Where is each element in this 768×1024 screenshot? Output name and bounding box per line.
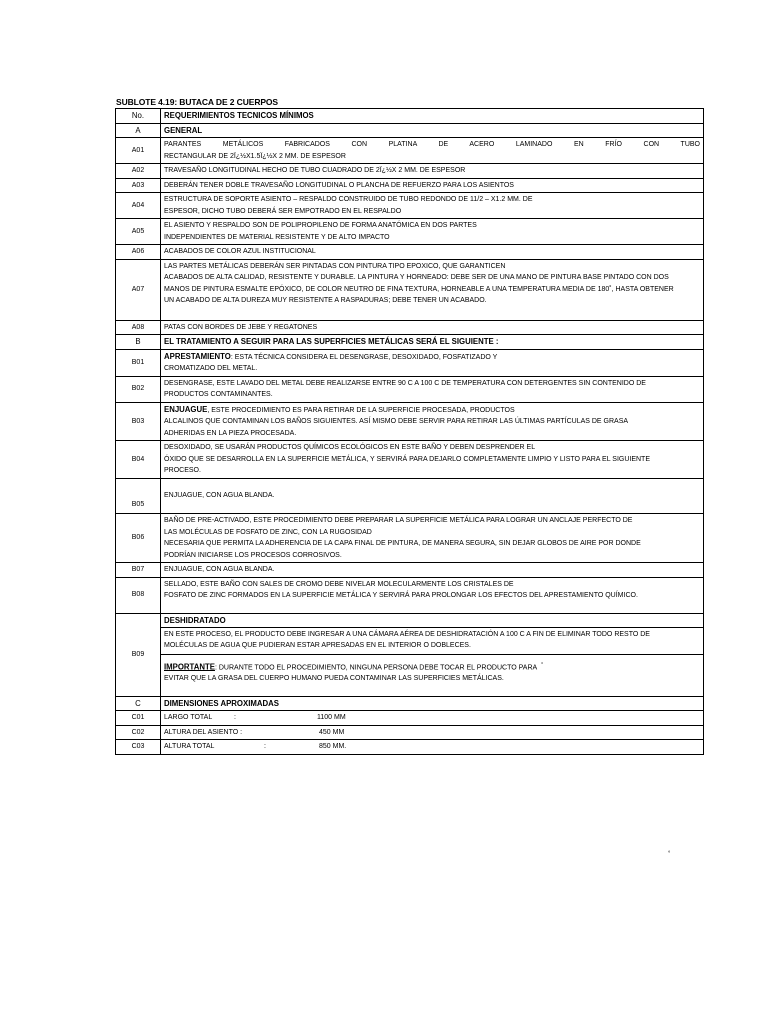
row-code: B04 [116,441,161,479]
text-line: BAÑO DE PRE-ACTIVADO, ESTE PROCEDIMIENTO DEBE PREPARAR LA SUPERFICIE METÁLICA PARA LOGRAR UN ANCLAJE PERFECTO DE [164,517,633,524]
text-line: ENJUAGUE, CON AGUA BLANDA. [164,566,275,573]
row-text [161,138,704,164]
b09-body [161,628,703,655]
text-line: ACABADOS DE COLOR AZUL INSTITUCIONAL [164,248,316,255]
spec-table [115,108,704,755]
table-row-a04 [116,193,704,219]
table-row-b01 [116,349,704,376]
header-no: No. [116,109,161,124]
text-line: ÓXIDO QUE SE DESARROLLA EN LA SUPERFICIE METÁLICA, Y SERVIRÁ PARA DEJARLO COMPLETAMENTE LIMPIO Y LISTO PARA EL SIGUIENTE [164,455,650,463]
section-code: C [116,696,161,711]
row-text [161,577,704,613]
text-line [164,351,700,364]
text-fragment: : ESTA TÉCNICA CONSIDERA EL DESENGRASE, DESOXIDADO, FOSFATIZADO Y [230,353,498,361]
text-line: PATAS CON BORDES DE JEBE Y REGATONES [164,323,318,331]
text-line: FOSFATO DE ZINC FORMADOS EN LA SUPERFICIE METÁLICA Y SERVIRÁ PARA PROLONGAR LOS EFECTOS DEL APRESTAMIENTO QUÍMICO. [164,592,638,599]
row-text [161,479,704,514]
text-line: LAS PARTES METÁLICAS DEBERÁN SER PINTADAS CON PINTURA TIPO EPOXICO, QUE GARANTICEN [164,262,506,270]
row-code: A07 [116,259,161,320]
table-row-a03 [116,178,704,193]
page-mark: ° [668,851,671,857]
table-row-b06 [116,514,704,563]
table-row-a07 [116,259,704,320]
row-text [161,259,704,320]
table-row-a05 [116,219,704,245]
row-text [161,725,704,740]
row-code: A04 [116,193,161,219]
table-row-b09 [116,613,704,696]
text-line: DESENGRASE, ESTE LAVADO DEL METAL DEBE REALIZARSE ENTRE 90 C A 100 C DE TEMPERATURA CON DETERGENTES SIN CONTENIDO DE [164,379,646,387]
section-label: EL TRATAMIENTO A SEGUIR PARA LAS SUPERFICIES METÁLICAS SERÁ EL SIGUIENTE : [161,335,704,350]
row-code: A01 [116,138,161,164]
table-row-b05 [116,479,704,514]
text-line: CROMATIZADO DEL METAL. [164,365,258,372]
table-row-c02 [116,725,704,740]
section-label: GENERAL [161,123,704,138]
text-line [164,404,700,417]
row-code: C02 [116,725,161,740]
text-line: MANOS DE PINTURA ESMALTE EPÓXICO, DE COLOR NEUTRO DE FINA TEXTURA, HORNEABLE A UNA TEMPERATURA MEDIA DE 180˚, HASTA OBTENER [164,285,674,293]
table-row-a06 [116,245,704,260]
text-line: EVITAR QUE LA GRASA DEL CUERPO HUMANO PUEDA CONTAMINAR LAS SUPERFICIES METÁLICAS. [164,675,504,683]
text-fragment: , ESTE PROCEDIMIENTO ES PARA RETIRAR DE LA SUPERFICIE PROCESADA, PRODUCTOS [207,406,515,414]
text-line: ESTRUCTURA DE SOPORTE ASIENTO – RESPALDO CONSTRUIDO DE TUBO REDONDO DE 11/2 – X1.2 MM. DE [164,196,533,203]
section-row-c [116,696,704,711]
row-code: A08 [116,320,161,335]
table-row-c03 [116,740,704,755]
row-code: B06 [116,514,161,563]
table-row-a08 [116,320,704,335]
row-code: B03 [116,402,161,441]
b09-important [161,655,703,687]
table-row-b07 [116,563,704,578]
row-code: B07 [116,563,161,578]
text-line: DESOXIDADO, SE USARÁN PRODUCTOS QUÍMICOS ECOLÓGICOS EN ESTE BAÑO Y DEBEN DESPRENDER EL [164,444,536,452]
bold-term: ENJUAGUE [164,404,208,414]
dimension-label: LARGO TOTAL [164,714,213,721]
text-line: ALCALINOS QUE CONTAMINAN LOS BAÑOS SIGUIENTES. ASÍ MISMO DEBE SERVIR PARA RETIRAR LAS ÚLTIMAS PARTÍCULAS DE GRASA [164,418,629,425]
table-row-b08 [116,577,704,613]
row-text [161,245,704,260]
text-line: LAS MOLÉCULAS DE FOSFATO DE ZINC, CON LA RUGOSIDAD [164,528,372,536]
bold-term: APRESTAMIENTO [164,351,231,361]
row-code: B08 [116,577,161,613]
row-code: A06 [116,245,161,260]
header-requirements: REQUERIMIENTOS TECNICOS MÍNIMOS [161,109,704,124]
dimension-value: 850 MM. [319,743,347,750]
row-code: B01 [116,349,161,376]
text-line [164,660,700,674]
table-row-c01 [116,711,704,726]
row-code: C01 [116,711,161,726]
b09-heading-text: DESHIDRATADO [164,615,226,625]
row-text [161,349,704,376]
row-text [161,178,704,193]
dimension-value: 1100 MM [317,714,346,721]
text-line: MOLÉCULAS DE AGUA QUE PUDIERAN ESTAR APRESADAS EN EL INTERIOR O DOBLECES. [164,642,471,649]
b09-heading [161,614,703,628]
text-line: ESPESOR, DICHO TUBO DEBERÁ SER EMPOTRADO EN EL RESPALDO [164,207,402,215]
dimension-separator: : [234,714,236,721]
text-line: RECTANGULAR DE 2Ï¿½X1.5Ï¿½X 2 MM. DE ESPESOR [164,152,346,160]
row-text [161,514,704,563]
table-header-row [116,109,704,124]
text-line: PODRÍAN INICIARSE LOS PROCESOS CORROSIVOS. [164,551,342,559]
table-row-a01 [116,138,704,164]
section-row-b [116,335,704,350]
page-title: SUBLOTE 4.19: BUTACA DE 2 CUERPOS [116,97,279,107]
row-text [161,164,704,179]
table-row-b02 [116,376,704,402]
important-label: IMPORTANTE [164,661,215,671]
row-code: B05 [116,479,161,514]
dimension-separator: : [264,743,266,750]
text-line: EL ASIENTO Y RESPALDO SON DE POLIPROPILENO DE FORMA ANATÓMICA EN DOS PARTES [164,222,477,229]
text-line: NECESARIA QUE PERMITA LA ADHERENCIA DE LA CAPA FINAL DE PINTURA, DE MANERA SEGURA, SIN DEJAR GLOBOS DE AIRE POR DONDE [164,540,641,547]
row-text [161,376,704,402]
small-mark: ° [541,661,544,668]
text-fragment: : DURANTE TODO EL PROCEDIMIENTO, NINGUNA PERSONA DEBE TOCAR EL PRODUCTO PARA [214,663,538,671]
text-line: UN ACABADO DE ALTA DUREZA MUY RESISTENTE A RASPADURAS; DEBE TENER UN ACABADO. [164,297,487,304]
text-line: ADHERIDAS EN LA PIEZA PROCESADA. [164,429,297,437]
text-line: ACABADOS DE ALTA CALIDAD, RESISTENTE Y DURABLE. LA PINTURA Y HORNEADO: DEBE SER DE UNA MANO DE PINTURA BASE PINTADO CON DOS [164,274,669,281]
row-text [161,563,704,578]
row-code: A02 [116,164,161,179]
text-line: PROCESO. [164,467,201,475]
table-row-b03 [116,402,704,441]
text-line: INDEPENDIENTES DE MATERIAL RESISTENTE Y DE ALTO IMPACTO [164,233,390,241]
dimension-label: ALTURA DEL ASIENTO : [164,728,243,736]
text-line: SELLADO, ESTE BAÑO CON SALES DE CROMO DEBE NIVELAR MOLECULARMENTE LOS CRISTALES DE [164,580,514,588]
row-text [161,441,704,479]
row-code: B02 [116,376,161,402]
text-line: TRAVESAÑO LONGITUDINAL HECHO DE TUBO CUADRADO DE 2Ï¿½X 2 MM. DE ESPESOR [164,167,466,174]
row-text [161,219,704,245]
row-text [161,740,704,755]
row-text [161,193,704,219]
row-text [161,613,704,696]
section-code: B [116,335,161,350]
dimension-label: ALTURA TOTAL [164,743,215,750]
text-line: PRODUCTOS CONTAMINANTES. [164,391,273,398]
text-line: EN ESTE PROCESO, EL PRODUCTO DEBE INGRESAR A UNA CÁMARA AÉREA DE DESHIDRATACIÓN A 100 C A FIN DE ELIMINAR TODO RESTO DE [164,630,650,638]
row-text [161,711,704,726]
text-line: DEBERÁN TENER DOBLE TRAVESAÑO LONGITUDINAL O PLANCHA DE REFUERZO PARA LOS ASIENTOS [164,181,514,189]
section-label: DIMENSIONES APROXIMADAS [161,696,704,711]
table-row-a02 [116,164,704,179]
dimension-value: 450 MM [319,728,345,736]
row-code: A03 [116,178,161,193]
row-text [161,402,704,441]
row-code: C03 [116,740,161,755]
text-line: ENJUAGUE, CON AGUA BLANDA. [164,492,275,500]
row-code: B09 [116,613,161,696]
table-row-b04 [116,441,704,479]
row-code: A05 [116,219,161,245]
text-line: PARANTES METÁLICOS FABRICADOS CON PLATINA DE ACERO LAMINADO EN FRÍO CON TUBO [164,141,700,148]
row-text [161,320,704,335]
section-code: A [116,123,161,138]
section-row-a [116,123,704,138]
